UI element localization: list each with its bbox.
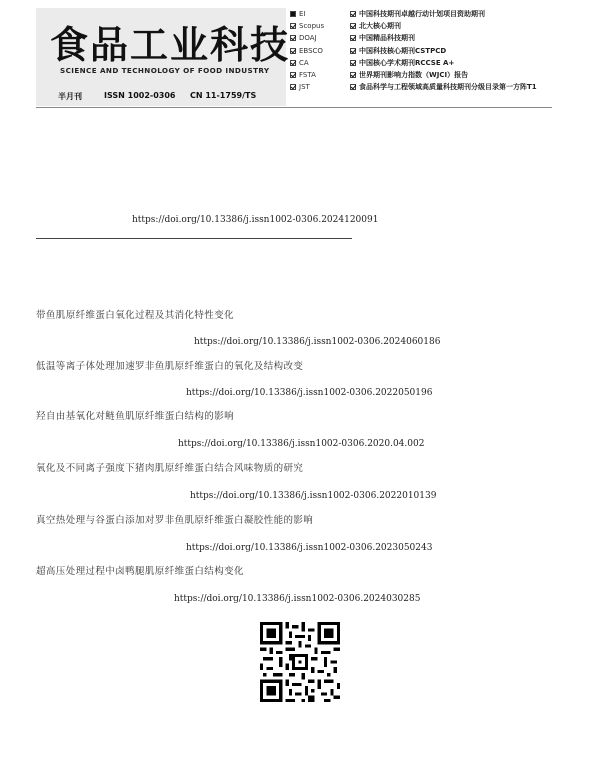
- related-article-title[interactable]: 羟自由基氧化对鲢鱼肌原纤维蛋白结构的影响: [36, 411, 235, 422]
- journal-info-bar: [36, 88, 286, 106]
- related-article-doi[interactable]: https://doi.org/10.13386/j.issn1002-0306.2024060186: [194, 337, 441, 347]
- frequency: 半月刊: [58, 92, 82, 101]
- issn: ISSN 1002-0306: [104, 91, 176, 100]
- checkbox-checked-icon: [290, 60, 296, 66]
- database-item: EBSCO: [290, 45, 348, 57]
- journal-logo: [36, 8, 291, 88]
- journal-title-cn: 食品工业科技: [50, 23, 291, 67]
- journal-header: [36, 8, 552, 106]
- related-article: [36, 358, 556, 372]
- checkbox-checked-icon: [350, 84, 356, 90]
- related-article-doi[interactable]: https://doi.org/10.13386/j.issn1002-0306.2022010139: [190, 491, 437, 501]
- related-article: [36, 460, 556, 474]
- checkbox-checked-icon: [290, 72, 296, 78]
- checkbox-checked-icon: [290, 23, 296, 29]
- checkbox-checked-icon: [350, 35, 356, 41]
- index-item: 北大核心期刊: [350, 20, 560, 32]
- header-divider: [36, 107, 552, 108]
- related-article-doi[interactable]: https://doi.org/10.13386/j.issn1002-0306.2024030285: [174, 594, 421, 604]
- index-item: 中国科技核心期刊CSTPCD: [350, 45, 560, 57]
- index-item: 中国精品科技期刊: [350, 32, 560, 44]
- related-article: [36, 563, 556, 577]
- database-item: Scopus: [290, 20, 348, 32]
- index-item: 食品科学与工程领域高质量科技期刊分级目录第一方阵T1: [350, 81, 560, 93]
- qr-code-icon[interactable]: [260, 622, 340, 702]
- checkbox-checked-icon: [350, 11, 356, 17]
- related-article-title[interactable]: 带鱼肌原纤维蛋白氧化过程及其消化特性变化: [36, 310, 235, 321]
- cn-number: CN 11-1759/TS: [190, 91, 257, 100]
- checkbox-checked-icon: [350, 23, 356, 29]
- article-doi-link[interactable]: https://doi.org/10.13386/j.issn1002-0306.2024120091: [132, 215, 379, 225]
- checkbox-checked-icon: [350, 60, 356, 66]
- related-article-doi[interactable]: https://doi.org/10.13386/j.issn1002-0306.2020.04.002: [178, 439, 425, 449]
- index-item: 中国科技期刊卓越行动计划项目资助期刊: [350, 8, 560, 20]
- database-item: EI: [290, 8, 348, 20]
- checkbox-filled-icon: [290, 11, 296, 17]
- related-article-title[interactable]: 真空热处理与谷蛋白添加对罗非鱼肌原纤维蛋白凝胶性能的影响: [36, 515, 314, 526]
- related-article-title[interactable]: 氧化及不同离子强度下猪肉肌原纤维蛋白结合风味物质的研究: [36, 463, 304, 474]
- database-item: JST: [290, 81, 348, 93]
- database-item: DOAJ: [290, 32, 348, 44]
- index-list: [350, 8, 560, 93]
- journal-title-en: SCIENCE AND TECHNOLOGY OF FOOD INDUSTRY: [60, 66, 270, 75]
- related-article-doi[interactable]: https://doi.org/10.13386/j.issn1002-0306.2022050196: [186, 388, 433, 398]
- section-divider: [36, 238, 352, 239]
- database-list: [290, 8, 348, 93]
- related-article-title[interactable]: 低温等离子体处理加速罗非鱼肌原纤维蛋白的氧化及结构改变: [36, 361, 304, 372]
- index-item: 世界期刊影响力指数（WJCI）报告: [350, 69, 560, 81]
- related-article: [36, 512, 556, 526]
- checkbox-checked-icon: [350, 72, 356, 78]
- database-item: FSTA: [290, 69, 348, 81]
- checkbox-checked-icon: [290, 48, 296, 54]
- checkbox-checked-icon: [290, 35, 296, 41]
- related-article-doi[interactable]: https://doi.org/10.13386/j.issn1002-0306.2023050243: [186, 543, 433, 553]
- database-item: CA: [290, 57, 348, 69]
- related-article-title[interactable]: 超高压处理过程中卤鸭腿肌原纤维蛋白结构变化: [36, 566, 244, 577]
- related-article: [36, 307, 556, 321]
- related-article: [36, 408, 556, 422]
- checkbox-checked-icon: [350, 48, 356, 54]
- index-item: 中国核心学术期刊RCCSE A+: [350, 57, 560, 69]
- checkbox-checked-icon: [290, 84, 296, 90]
